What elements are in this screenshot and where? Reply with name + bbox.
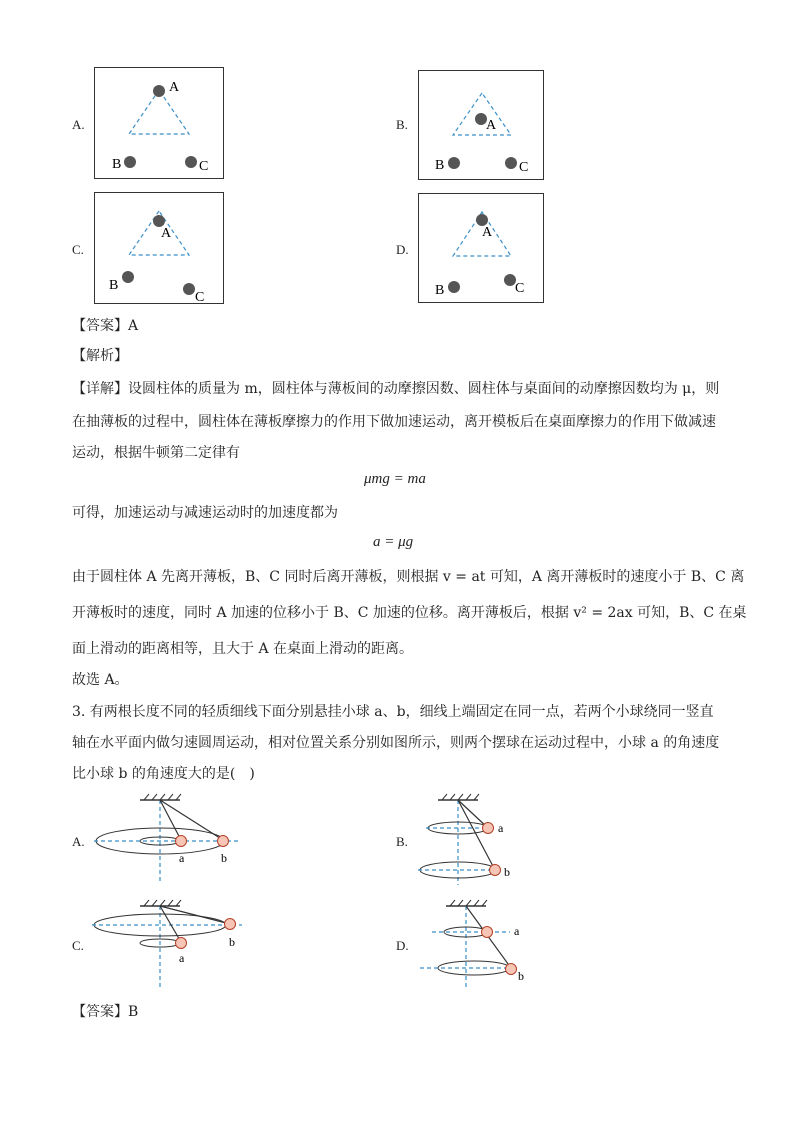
label-a: A <box>161 226 172 241</box>
q2-detail-line-1: 【详解】设圆柱体的质量为 m，圆柱体与薄板间的动摩擦因数、圆柱体与桌面间的动摩擦因数均为 μ，则 <box>72 381 720 397</box>
label-b: B <box>435 158 445 173</box>
label-a: a <box>514 924 520 938</box>
cylinder-b <box>448 157 460 169</box>
ball-b <box>225 919 236 930</box>
cylinder-b <box>122 271 134 283</box>
q3-answer: 【答案】B <box>72 1004 139 1020</box>
q3-option-b-letter: B. <box>396 834 408 849</box>
q3-stem-line-3: 比小球 b 的角速度大的是( ) <box>72 766 255 782</box>
label-b: b <box>221 851 227 865</box>
label-c: C <box>519 160 529 175</box>
ball-b <box>506 964 517 975</box>
label-b: B <box>112 157 122 172</box>
q2-detail-line-2: 在抽薄板的过程中，圆柱体在薄板摩擦力的作用下做加速运动，离开模板后在桌面摩擦力的作用下做减速 <box>72 414 716 430</box>
option-b-letter: B. <box>396 117 408 132</box>
q2-analysis-title: 【解析】 <box>72 348 128 364</box>
equation-acceleration: a = μg <box>373 534 414 550</box>
cylinder-c <box>505 157 517 169</box>
label-b: B <box>435 283 445 298</box>
label-a: a <box>179 951 185 965</box>
option-d-figure <box>418 193 544 303</box>
q3-stem-line-1: 3. 有两根长度不同的轻质细线下面分别悬挂小球 a、b，细线上端固定在同一点，若两个小球绕同一竖直 <box>72 704 714 720</box>
q2-detail-line-3: 运动，根据牛顿第二定律有 <box>72 445 240 461</box>
option-a-figure <box>94 67 224 179</box>
ball-b <box>218 836 229 847</box>
cylinder-a <box>153 85 165 97</box>
q2-conclusion: 故选 A。 <box>72 672 129 688</box>
q3-option-c-letter: C. <box>72 938 84 953</box>
cylinder-c <box>183 283 195 295</box>
q2-explain-line-1: 由于圆柱体 A 先离开薄板，B、C 同时后离开薄板，则根据 v = at 可知，A 离开薄板时的速度小于 B、C 离 <box>72 569 745 585</box>
label-a: a <box>498 821 504 835</box>
label-c: C <box>199 159 209 174</box>
q2-explain-line-3: 面上滑动的距离相等，且大于 A 在桌面上滑动的距离。 <box>72 641 414 657</box>
q3-option-a-figure <box>90 790 250 885</box>
ball-a <box>483 823 494 834</box>
q3-option-d-letter: D. <box>396 938 409 953</box>
cylinder-c <box>185 156 197 168</box>
q3-option-d-figure <box>412 896 542 991</box>
ball-a <box>176 938 187 949</box>
label-a: a <box>179 851 185 865</box>
q2-explain-line-2: 开薄板时的速度，同时 A 加速的位移小于 B、C 加速的位移。离开薄板后，根据 v² = 2ax 可知，B、C 在桌 <box>72 605 747 621</box>
option-a-letter: A. <box>72 117 85 132</box>
label-c: C <box>515 281 525 296</box>
q3-option-b-figure <box>412 792 532 887</box>
label-a: A <box>482 225 493 240</box>
cylinder-b <box>448 281 460 293</box>
label-b: b <box>518 969 524 983</box>
q3-option-a-letter: A. <box>72 834 85 849</box>
label-a: A <box>169 80 180 95</box>
cylinder-b <box>124 156 136 168</box>
label-b: b <box>229 935 235 949</box>
ball-b <box>490 865 501 876</box>
label-b: b <box>504 865 510 879</box>
ball-a <box>482 927 493 938</box>
q3-option-c-figure <box>90 896 250 991</box>
option-c-figure <box>94 192 224 304</box>
option-b-figure <box>418 70 544 180</box>
label-b: B <box>109 278 119 293</box>
label-c: C <box>195 290 205 303</box>
option-d-letter: D. <box>396 242 409 257</box>
q3-stem-line-2: 轴在水平面内做匀速圆周运动，相对位置关系分别如图所示，则两个摆球在运动过程中，小球 a 的角速度 <box>72 735 720 751</box>
equation-newton: μmg = ma <box>364 471 426 487</box>
label-a: A <box>486 118 497 133</box>
q2-answer: 【答案】A <box>72 318 139 334</box>
ball-a <box>176 836 187 847</box>
q2-line-after-eq1: 可得，加速运动与减速运动时的加速度都为 <box>72 505 338 521</box>
option-c-letter: C. <box>72 242 84 257</box>
